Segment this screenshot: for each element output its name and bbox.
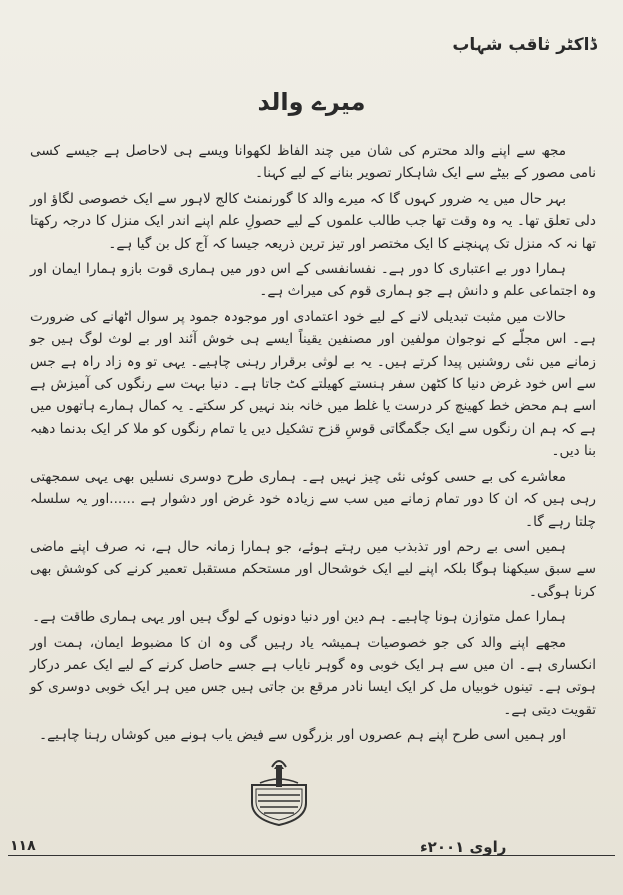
- college-crest-icon: [244, 757, 314, 827]
- paragraph: مجھ سے اپنے والد محترم کی شان میں چند الفاظ لکھوانا ویسے ہی لاحاصل ہے جیسے کسی نامی مصور کے بیٹے سے ایک شاہکار تصویر بنانے کے لیے کہنا۔: [30, 143, 596, 182]
- author-name: ڈاکٹر ثاقب شہاب: [452, 35, 597, 55]
- paragraph: اور ہمیں اسی طرح اپنے ہم عصروں اور بزرگوں سے فیض یاب ہونے میں کوشاں رہنا چاہیے۔: [39, 727, 566, 744]
- paragraph: حالات میں مثبت تبدیلی لانے کے لیے خود اعتمادی اور موجودہ جمود پر سوال اٹھانے کی ضرورت ہے۔ اس مجلّے کے نوجوان مولفین اور مصنفین یقیناً ایسے ہی خوش آئند اور بے لوث لوگ ہیں جو زمانے میں نئی روشنیں پیدا کرتے ہیں۔ یہ بے لوثی برقرار رہنی چاہیے۔ یہی تو وہ زاد راہ ہے جس سے اس خود غرض دنیا کا کٹھن سفر ہنستے کھیلتے کٹ جاتا ہے۔ دنیا بہت سے رنگوں کی آمیزش ہے اسے ہم محض خط کھینچ کر درست یا غلط میں خانہ بند نہیں کر سکتے۔ یہ کمال ہمارے ہاتھوں میں ہے کہ ہم ان رنگوں سے ایک جگمگاتی قوسِ قزح تشکیل دیں یا تمام رنگوں کو ملا کر ایک بدنما دھبہ بنا دیں۔: [30, 308, 596, 460]
- paragraph: معاشرے کی بے حسی کوئی نئی چیز نہیں ہے۔ ہماری طرح دوسری نسلیں بھی یہی سمجھتی رہی ہیں کہ ان کا دور تمام زمانے میں سب سے زیادہ خود غرض اور دشوار ہے ......اور یہ سلسلہ چلتا رہے گا۔: [30, 468, 596, 530]
- journal-name: راوی ۲۰۰۱ء: [420, 838, 507, 856]
- article-body: [30, 140, 596, 750]
- article-title: میرے والد: [257, 88, 366, 116]
- paragraph: ہمارا دور بے اعتباری کا دور ہے۔ نفسانفسی کے اس دور میں ہماری قوت بازو ہمارا ایمان اور وہ اجتماعی علم و دانش ہے جو ہماری قوم کی میراث ہے۔: [30, 261, 596, 300]
- footer-divider: [8, 855, 615, 856]
- paragraph: مجھے اپنے والد کی جو خصوصیات ہمیشہ یاد رہیں گی وہ ان کا مضبوط ایمان، ہمت اور انکساری ہے۔ ان میں سے ہر ایک خوبی وہ گوہر نایاب ہے جسے حاصل کرنے کے لیے ایک عمر درکار ہوتی ہے۔ تینوں خوبیاں مل کر ایک ایسا نادر مرقع بن جاتی ہیں جس میں ہر ایک خوبی دوسری کو تقویت دیتی ہے۔: [30, 634, 596, 718]
- paragraph: ہمارا عمل متوازن ہونا چاہیے۔ ہم دین اور دنیا دونوں کے لوگ ہیں اور یہی ہماری طاقت ہے۔: [32, 609, 566, 626]
- page-number: ۱۱۸: [10, 838, 36, 854]
- paragraph: ہمیں اسی بے رحم اور تذبذب میں رہتے ہوئے، جو ہمارا زمانہ حال ہے، نہ صرف اپنے ماضی سے سبق سیکھنا ہوگا بلکہ اپنے لیے ایک خوشحال اور مستحکم مستقبل تعمیر کرنے کی کوشش بھی کرنا ہوگی۔: [30, 538, 596, 600]
- paragraph: بہر حال میں یہ ضرور کہوں گا کہ میرے والد کا گورنمنٹ کالج لاہور سے ایک خصوصی لگاؤ اور دلی تعلق تھا۔ یہ وہ وقت تھا جب طالب علموں کے لیے حصولِ علم اپنے اندر ایک منزل کا درجہ رکھتا تھا نہ کہ منزل تک پہنچنے کا ایک مختصر اور تیز ترین ذریعہ جیسا کہ آج کل بن گیا ہے۔: [30, 190, 596, 252]
